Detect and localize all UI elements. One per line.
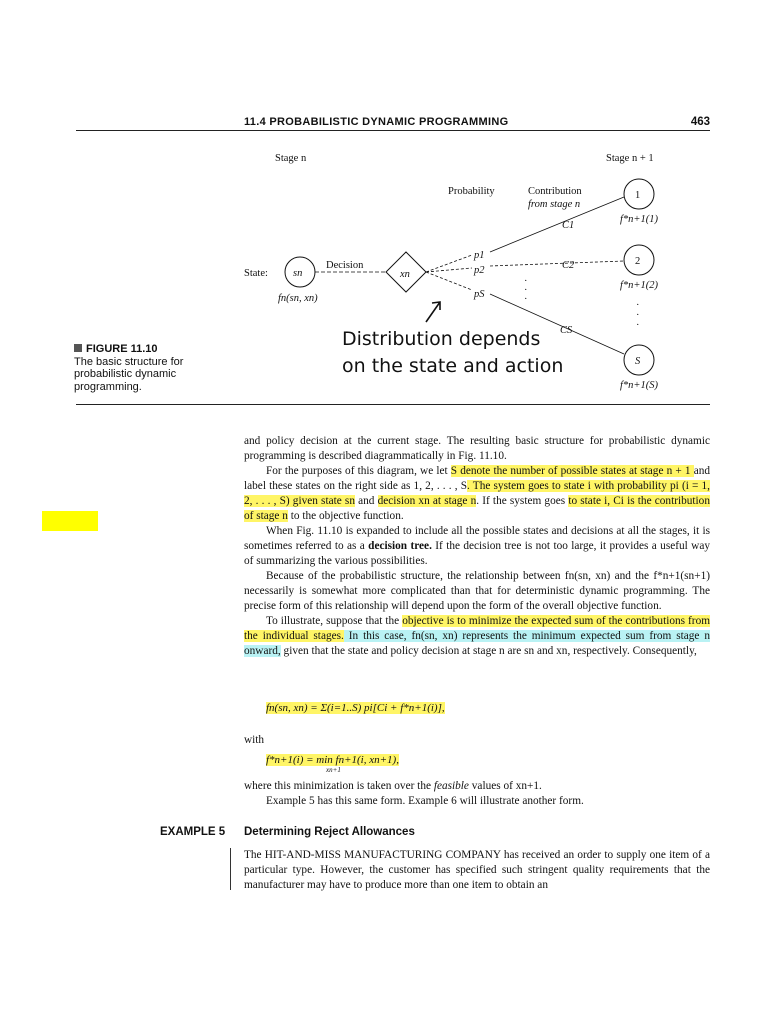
body-text-2 — [244, 779, 710, 809]
annotation-line-1: Distribution depends — [342, 328, 541, 350]
example-tag: EXAMPLE 5 — [160, 826, 226, 838]
figure-label-row — [74, 343, 224, 356]
p2-label: p2 — [474, 265, 485, 276]
f1-label: f*n+1(1) — [620, 214, 658, 225]
page-number: 463 — [690, 116, 710, 128]
ellipsis-v-3: · — [636, 320, 640, 331]
p3-text-a: When Fig. 11.10 is expanded to include all the possible states and decisions at all the stages, it is sometimes referred to as a — [244, 525, 710, 552]
paragraph-5 — [244, 614, 710, 659]
decision-node-text: xn — [400, 269, 410, 280]
page-header — [76, 116, 710, 131]
paragraph-3 — [244, 524, 710, 569]
paragraph-6 — [244, 779, 710, 794]
example-text: The HIT-AND-MISS MANUFACTURING COMPANY has received an order to supply one item of a particular type. However, the customer has specified such stringent quality requirements that the manufacturer may have to produce more than one item to obtain an — [244, 849, 710, 891]
sticky-note-highlight — [42, 511, 98, 531]
ellipsis-dots-3: · — [524, 294, 528, 305]
ellipsis-v-2: · — [636, 310, 640, 321]
stage-n-label: Stage n — [275, 153, 307, 164]
ellipsis-v-1: · — [636, 300, 640, 311]
figure-caption — [74, 343, 224, 393]
cs-label: CS — [560, 325, 573, 336]
fs-label: f*n+1(S) — [620, 380, 658, 391]
state-node-text: sn — [293, 268, 303, 279]
contribution-header-1: Contribution — [528, 186, 582, 197]
stage-n1-label: Stage n + 1 — [606, 153, 654, 164]
paragraph-7: Example 5 has this same form. Example 6 will illustrate another form. — [266, 795, 584, 807]
p2-highlight-f: decision xn at stage n — [377, 495, 477, 507]
c2-label: C2 — [562, 260, 575, 271]
ellipsis-dots-2: · — [524, 285, 528, 296]
p6-text-a: where this minimization is taken over the — [244, 780, 434, 792]
example-title: Determining Reject Allowances — [244, 826, 415, 838]
branch-p1-dash — [426, 255, 472, 272]
square-bullet-icon — [74, 344, 82, 352]
p2-text-c: and label these states on the right side as 1, 2, . . . , S — [244, 465, 710, 492]
figure-label: FIGURE 11.10 — [86, 343, 158, 355]
annotation-arrow-icon — [426, 302, 440, 322]
p1-label: p1 — [474, 250, 485, 261]
node-2-text: 2 — [635, 256, 641, 267]
state-label: State: — [244, 268, 268, 279]
fn-sn-xn-label: fn(sn, xn) — [278, 293, 318, 304]
p5-text-a: To illustrate, suppose that the — [266, 615, 403, 627]
c1-label: C1 — [562, 220, 575, 231]
p6-italic: feasible — [433, 780, 469, 792]
figure-divider — [76, 404, 710, 405]
p2-highlight-d: . The system goes to state i with probability pi (i = 1, 2, . . . , S) given state sn — [244, 480, 710, 507]
example-side-rule — [230, 848, 231, 890]
node-1-text: 1 — [635, 190, 641, 201]
equation-2-text: f*n+1(i) = min fn+1(i, xn+1), — [266, 754, 399, 766]
with-label: with — [244, 734, 265, 746]
p2-text-i: to the objective function. — [287, 510, 404, 522]
body-text — [244, 434, 710, 659]
probability-header: Probability — [448, 186, 495, 197]
p2-text-g: . If the system goes — [476, 495, 569, 507]
f2-label: f*n+1(2) — [620, 280, 658, 291]
branch-ps-dash — [426, 272, 472, 290]
p2-text-e: and — [354, 495, 378, 507]
equation-1-text: fn(sn, xn) = Σ(i=1..S) pi[Ci + f*n+1(i)], — [266, 702, 445, 714]
contribution-header-2: from stage n — [528, 199, 581, 210]
equation-1 — [266, 702, 445, 714]
p5-highlight-c: In this case, fn(sn, xn) represents the minimum expected sum from stage n onward, — [244, 630, 710, 657]
decision-label: Decision — [326, 260, 364, 271]
p2-text-a: For the purposes of this diagram, we let — [266, 465, 451, 477]
paragraph-4: Because of the probabilistic structure, the relationship between fn(sn, xn) and the f*n+1(sn+1) necessarily is somewhat more complicated than that for deterministic dynamic programming. The precise form of this relationship will depend upon the form of the overall objective function. — [244, 570, 710, 612]
p6-text-c: values of xn+1. — [468, 780, 542, 792]
node-s-text: S — [635, 356, 641, 367]
figure-caption-text: The basic structure for probabilistic dynamic programming. — [74, 355, 184, 393]
paragraph-2 — [244, 464, 710, 524]
section-title: 11.4 PROBABILISTIC DYNAMIC PROGRAMMING — [244, 116, 509, 128]
branch-p2-dash — [426, 268, 472, 272]
p5-text-d: given that the state and policy decision at stage n are sn and xn, respectively. Consequently, — [280, 645, 697, 657]
p5-highlight-b: objective is to minimize the expected sum of the contributions from the individual stages. — [244, 615, 710, 642]
p2-highlight-b: S denote the number of possible states at stage n + 1 — [450, 465, 694, 477]
equation-2 — [266, 754, 399, 774]
branch-2-line — [490, 261, 624, 266]
p3-text-c: If the decision tree is not too large, it provides a useful way of summarizing the various possibilities. — [244, 540, 710, 567]
ellipsis-dots-1: · — [524, 276, 528, 287]
ps-label: pS — [474, 289, 485, 300]
p2-highlight-h: to state i, Ci is the contribution of stage n — [244, 495, 710, 522]
paragraph-1: and policy decision at the current stage. The resulting basic structure for probabilistic dynamic programming is described diagrammatically in Fig. 11.10. — [244, 435, 710, 462]
equation-2-subscript: xn+1 — [326, 766, 341, 774]
annotation-line-2: on the state and action — [342, 355, 564, 377]
p3-bold-term: decision tree. — [368, 540, 432, 552]
